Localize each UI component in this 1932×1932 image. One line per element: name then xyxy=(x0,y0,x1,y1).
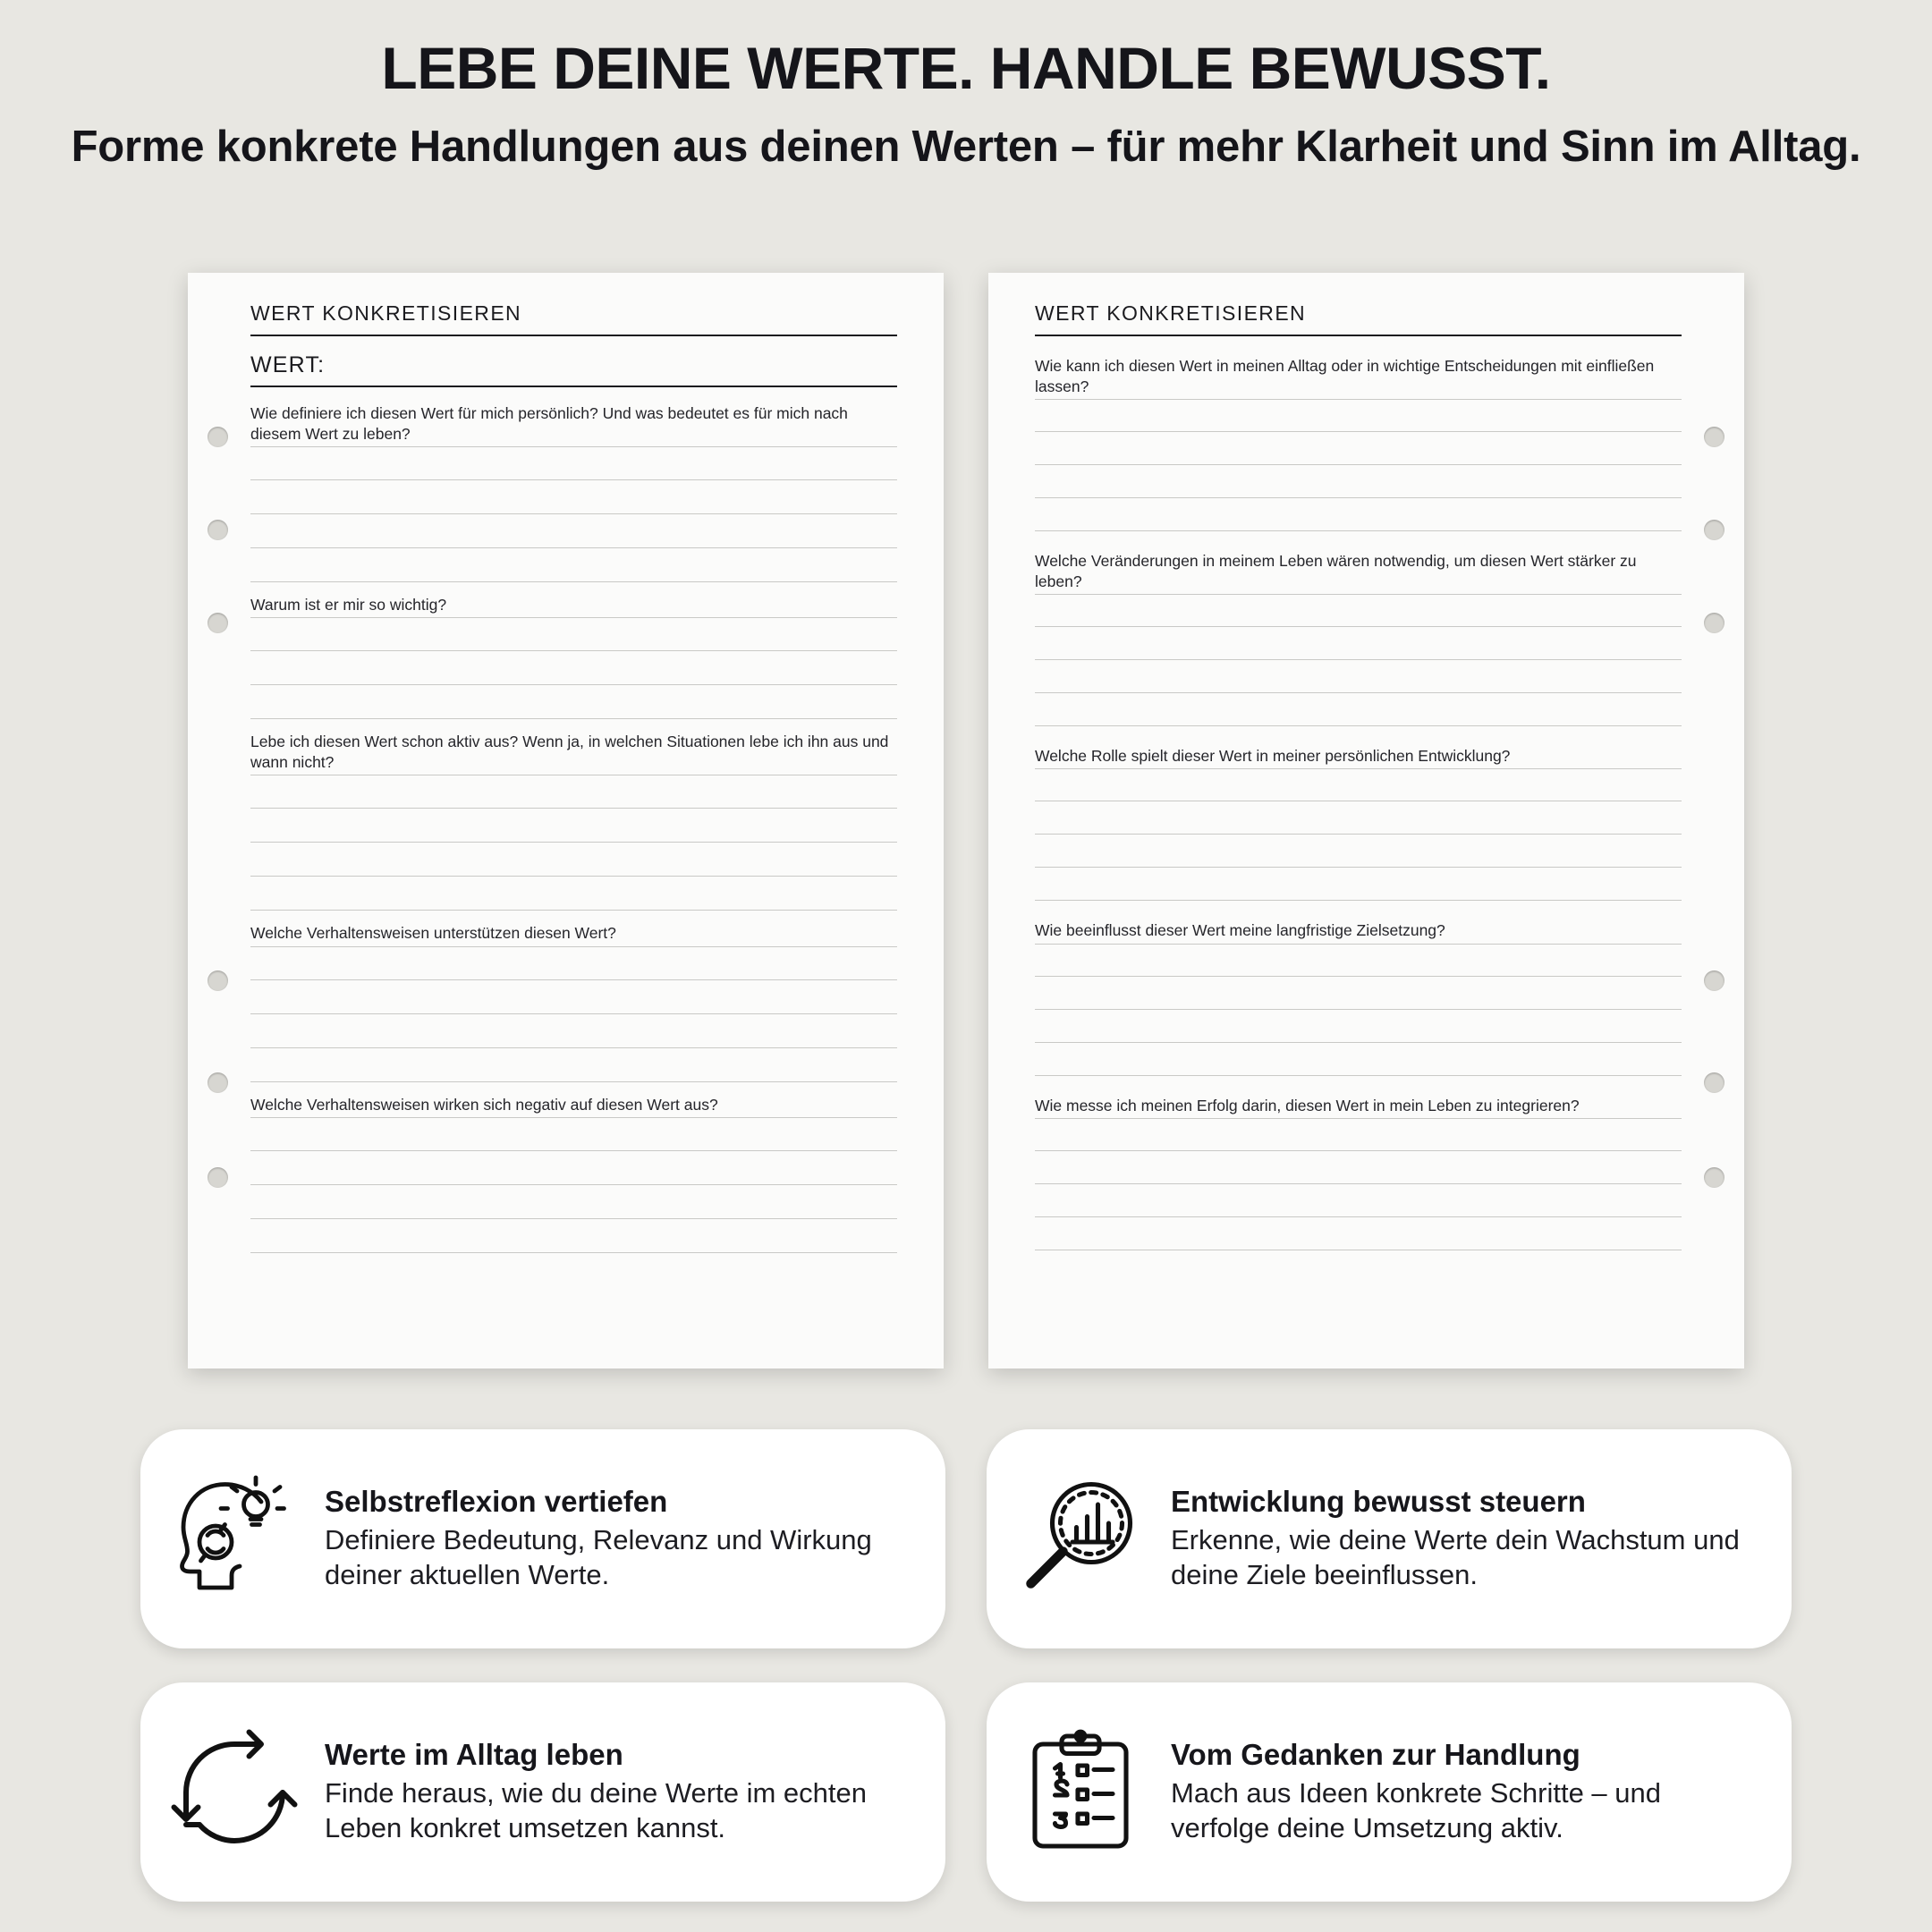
question-text: Welche Veränderungen in meinem Leben wären notwendig, um diesen Wert stärker zu leben? xyxy=(1035,552,1637,591)
feature-card-title: Werte im Alltag leben xyxy=(325,1737,623,1771)
worksheet-page-left xyxy=(188,273,944,1368)
answer-line[interactable] xyxy=(250,946,897,980)
page-subtitle: Forme konkrete Handlungen aus deinen Werten – für mehr Klarheit und Sinn im Alltag. xyxy=(71,123,1861,172)
feature-card-title: Entwicklung bewusst steuern xyxy=(1171,1484,1586,1518)
answer-line[interactable] xyxy=(1035,801,1682,835)
feature-card-alltag xyxy=(140,1682,945,1902)
answer-line[interactable] xyxy=(1035,835,1682,868)
feature-card-desc: Finde heraus, wie du deine Werte im echten Leben konkret umsetzen kannst. xyxy=(325,1776,867,1844)
feature-card-desc: Mach aus Ideen konkrete Schritte – und verfolge deine Umsetzung aktiv. xyxy=(1171,1776,1661,1844)
answer-lines[interactable] xyxy=(250,1117,897,1253)
answer-lines[interactable] xyxy=(250,775,897,911)
answer-line[interactable] xyxy=(1035,1217,1682,1250)
feature-card-entwicklung xyxy=(987,1429,1792,1648)
answer-line[interactable] xyxy=(250,514,897,548)
question-text: Wie definiere ich diesen Wert für mich persönlich? Und was bedeutet es für mich nach diesem Wert zu leben? xyxy=(250,404,848,444)
answer-line[interactable] xyxy=(1035,660,1682,693)
answer-lines[interactable] xyxy=(250,946,897,1082)
answer-line[interactable] xyxy=(250,1219,897,1253)
answer-line[interactable] xyxy=(250,1014,897,1048)
answer-line[interactable] xyxy=(1035,399,1682,432)
magnifier-bar-chart-icon xyxy=(1013,1472,1148,1606)
feature-card-title: Vom Gedanken zur Handlung xyxy=(1171,1737,1580,1771)
feature-card-desc: Erkenne, wie deine Werte dein Wachstum und deine Ziele beeinflussen. xyxy=(1171,1523,1740,1591)
question-text: Welche Verhaltensweisen wirken sich negativ auf diesen Wert aus? xyxy=(250,1095,718,1114)
answer-line[interactable] xyxy=(1035,1184,1682,1217)
answer-line[interactable] xyxy=(250,1048,897,1082)
sheet-section-title: WERT KONKRETISIEREN xyxy=(250,301,897,336)
circular-arrows-cycle-icon xyxy=(167,1725,301,1860)
answer-line[interactable] xyxy=(1035,1151,1682,1184)
feature-card-title: Selbstreflexion vertiefen xyxy=(325,1484,668,1518)
sheet-section-title: WERT KONKRETISIEREN xyxy=(1035,301,1682,336)
feature-card-selbstreflexion xyxy=(140,1429,945,1648)
answer-line[interactable] xyxy=(250,446,897,480)
answer-lines[interactable] xyxy=(250,446,897,582)
page-title: LEBE DEINE WERTE. HANDLE BEWUSST. xyxy=(381,35,1551,101)
question-text: Lebe ich diesen Wert schon aktiv aus? Wenn ja, in welchen Situationen lebe ich ihn aus und wann nicht? xyxy=(250,733,889,772)
question-text: Welche Verhaltensweisen unterstützen diesen Wert? xyxy=(250,924,616,943)
answer-line[interactable] xyxy=(1035,868,1682,901)
answer-line[interactable] xyxy=(250,1151,897,1185)
answer-line[interactable] xyxy=(250,1117,897,1151)
answer-line[interactable] xyxy=(250,980,897,1014)
question-text: Wie beeinflusst dieser Wert meine langfristige Zielsetzung? xyxy=(1035,921,1445,940)
answer-line[interactable] xyxy=(1035,1043,1682,1076)
answer-line[interactable] xyxy=(250,809,897,843)
answer-lines[interactable] xyxy=(1035,768,1682,901)
answer-line[interactable] xyxy=(250,651,897,685)
answer-line[interactable] xyxy=(1035,594,1682,627)
answer-line[interactable] xyxy=(250,1185,897,1219)
question-text: Welche Rolle spielt dieser Wert in meiner persönlichen Entwicklung? xyxy=(1035,747,1511,766)
feature-cards xyxy=(0,1429,1932,1902)
answer-line[interactable] xyxy=(1035,1010,1682,1043)
answer-lines[interactable] xyxy=(1035,399,1682,531)
answer-lines[interactable] xyxy=(250,617,897,719)
answer-line[interactable] xyxy=(1035,627,1682,660)
answer-line[interactable] xyxy=(250,548,897,582)
head-lightbulb-refresh-icon xyxy=(167,1472,301,1606)
answer-lines[interactable] xyxy=(1035,944,1682,1076)
question-text: Wie messe ich meinen Erfolg darin, diesen Wert in mein Leben zu integrieren? xyxy=(1035,1096,1580,1114)
answer-line[interactable] xyxy=(1035,944,1682,977)
answer-line[interactable] xyxy=(250,877,897,911)
wert-field-label: WERT: xyxy=(250,352,897,387)
answer-line[interactable] xyxy=(250,685,897,719)
answer-lines[interactable] xyxy=(1035,1118,1682,1250)
question-text: Warum ist er mir so wichtig? xyxy=(250,596,447,614)
header xyxy=(0,0,1932,175)
answer-lines[interactable] xyxy=(1035,594,1682,726)
answer-line[interactable] xyxy=(1035,693,1682,726)
clipboard-checklist-123-icon xyxy=(1013,1725,1148,1860)
answer-line[interactable] xyxy=(1035,432,1682,465)
answer-line[interactable] xyxy=(250,617,897,651)
answer-line[interactable] xyxy=(1035,465,1682,498)
answer-line[interactable] xyxy=(250,843,897,877)
answer-line[interactable] xyxy=(1035,977,1682,1010)
question-text: Wie kann ich diesen Wert in meinen Alltag oder in wichtige Entscheidungen mit einfließen lassen? xyxy=(1035,357,1655,396)
feature-card-handlung xyxy=(987,1682,1792,1902)
feature-card-desc: Definiere Bedeutung, Relevanz und Wirkung deiner aktuellen Werte. xyxy=(325,1523,872,1591)
worksheet-page-right xyxy=(988,273,1744,1368)
answer-line[interactable] xyxy=(1035,498,1682,531)
worksheet-preview xyxy=(0,273,1932,1368)
answer-line[interactable] xyxy=(1035,1118,1682,1151)
answer-line[interactable] xyxy=(1035,768,1682,801)
answer-line[interactable] xyxy=(250,480,897,514)
answer-line[interactable] xyxy=(250,775,897,809)
